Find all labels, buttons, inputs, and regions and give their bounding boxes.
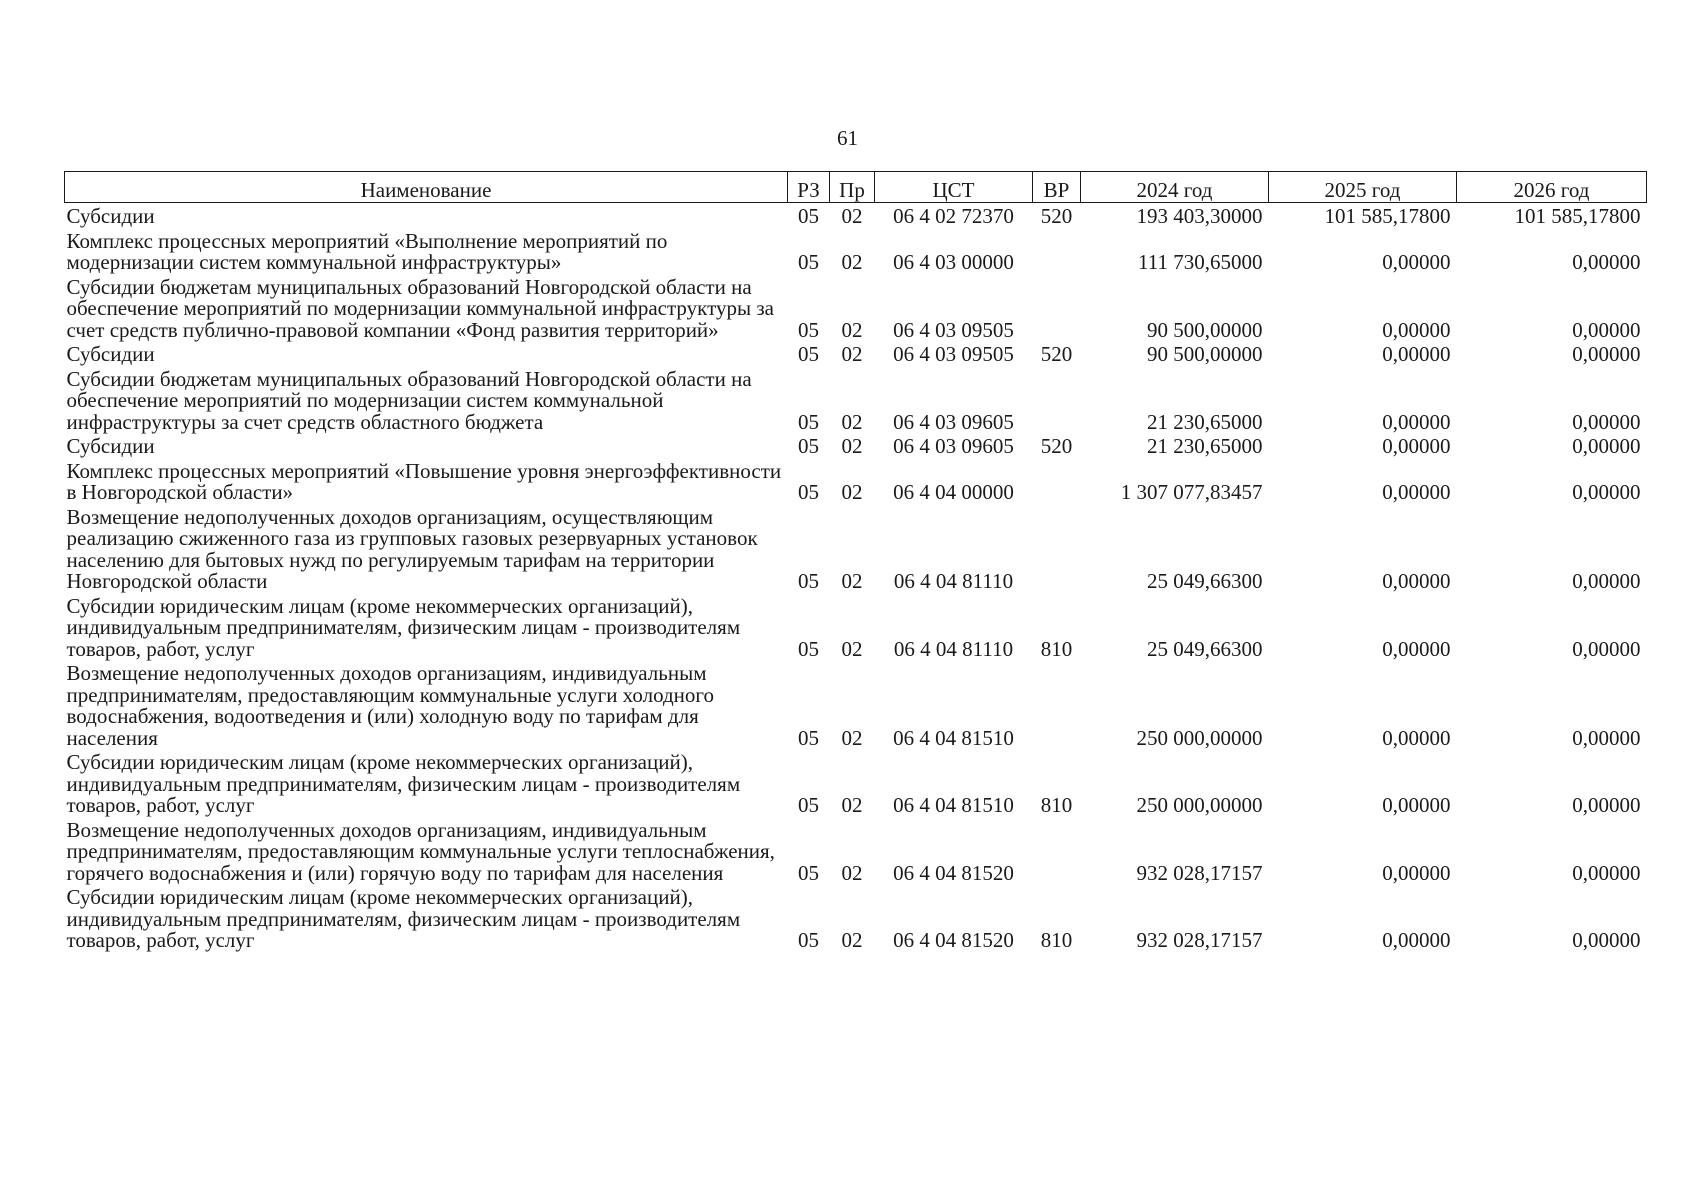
- row-2026: 0,00000: [1572, 480, 1641, 504]
- row-name: Субсидии: [66, 204, 155, 228]
- table-row: [65, 366, 1647, 434]
- row-2026: 0,00000: [1572, 928, 1641, 952]
- row-name: Субсидии юридическим лицам (кроме некоммерческих организаций), индивидуальным предпринимателям, физическим лицам - производителям товаров, работ, услуг: [66, 885, 741, 952]
- row-name: Субсидии юридическим лицам (кроме некоммерческих организаций), индивидуальным предпринимателям, физическим лицам - производителям товаров, работ, услуг: [66, 593, 741, 661]
- row-rz: 05: [798, 434, 819, 458]
- row-2026: 0,00000: [1572, 409, 1641, 434]
- row-pr: 02: [841, 434, 863, 458]
- row-name: Возмещение недополученных доходов организациям, индивидуальным предпринимателям, предоставляющим коммунальные услуги теплоснабжения, горячего водоснабжения и (или) горячую воду по тарифам для населения: [66, 817, 775, 885]
- table-row: [65, 228, 1647, 274]
- row-pr: 02: [841, 342, 863, 366]
- table-row: [65, 660, 1647, 749]
- row-rz: 05: [798, 569, 819, 593]
- row-2026: 0,00000: [1572, 860, 1641, 885]
- row-vr: [1033, 366, 1081, 434]
- row-rz: 05: [798, 793, 819, 817]
- row-cst: 06 4 04 81510: [893, 793, 1014, 817]
- row-rz: 05: [798, 725, 819, 750]
- row-2024: 932 028,17157: [1136, 928, 1263, 952]
- row-cst: 06 4 04 81110: [893, 569, 1014, 593]
- row-rz: 05: [798, 480, 819, 504]
- row-rz: 05: [798, 860, 819, 885]
- row-vr: [1033, 274, 1081, 342]
- row-2026: 0,00000: [1572, 569, 1641, 593]
- header-name: Наименование: [65, 172, 788, 203]
- row-pr: 02: [841, 204, 863, 228]
- row-vr: [1033, 228, 1081, 274]
- row-vr: 520: [1040, 204, 1073, 228]
- table-row: [65, 433, 1647, 458]
- row-2025: 0,00000: [1382, 434, 1451, 458]
- row-vr: 810: [1040, 636, 1073, 661]
- row-cst: 06 4 04 81520: [893, 928, 1014, 952]
- row-pr: 02: [841, 480, 863, 504]
- row-vr: [1033, 458, 1081, 504]
- row-2024: 111 730,65000: [1138, 250, 1263, 274]
- page-number: 61: [837, 126, 858, 150]
- table-row: [65, 341, 1647, 366]
- table-row: [65, 203, 1647, 228]
- row-cst: 06 4 03 09505: [893, 317, 1014, 342]
- row-2025: 0,00000: [1382, 725, 1451, 750]
- row-name: Субсидии юридическим лицам (кроме некоммерческих организаций), индивидуальным предпринимателям, физическим лицам - производителям товаров, работ, услуг: [66, 750, 741, 817]
- table-row: [65, 274, 1647, 342]
- row-pr: 02: [841, 725, 863, 750]
- row-name: Субсидии бюджетам муниципальных образований Новгородской области на обеспечение мероприятий по модернизации систем коммунальной инфраструктуры за счет средств областного бюджета: [66, 366, 752, 434]
- row-2025: 0,00000: [1382, 793, 1451, 817]
- row-2024: 193 403,30000: [1136, 204, 1263, 228]
- row-2026: 101 585,17800: [1514, 204, 1641, 228]
- row-name: Комплекс процессных мероприятий «Выполнение мероприятий по модернизации систем коммунальной инфраструктуры»: [66, 228, 668, 274]
- table-row: [65, 504, 1647, 593]
- row-cst: 06 4 03 09605: [893, 409, 1014, 434]
- row-2025: 0,00000: [1382, 250, 1451, 274]
- row-2024: 21 230,65000: [1147, 409, 1263, 434]
- row-2026: 0,00000: [1572, 250, 1641, 274]
- row-cst: 06 4 03 00000: [893, 250, 1014, 274]
- row-2024: 90 500,00000: [1147, 317, 1263, 342]
- row-pr: 02: [841, 636, 863, 661]
- row-cst: 06 4 04 81110: [893, 636, 1014, 661]
- row-2025: 0,00000: [1382, 317, 1451, 342]
- row-pr: 02: [841, 793, 863, 817]
- row-2025: 0,00000: [1382, 409, 1451, 434]
- row-pr: 02: [841, 250, 863, 274]
- row-vr: [1033, 817, 1081, 885]
- header-2026: 2026 год: [1457, 172, 1647, 203]
- row-name: Комплекс процессных мероприятий «Повышение уровня энергоэффективности в Новгородской области»: [66, 458, 782, 504]
- row-2025: 0,00000: [1382, 342, 1451, 366]
- row-vr: 810: [1040, 928, 1073, 952]
- table-body: [65, 203, 1647, 952]
- row-2026: 0,00000: [1572, 725, 1641, 750]
- row-2024: 90 500,00000: [1147, 342, 1263, 366]
- header-rz: РЗ: [788, 172, 830, 203]
- row-2024: 250 000,00000: [1136, 725, 1263, 750]
- row-2025: 0,00000: [1382, 860, 1451, 885]
- row-name: Субсидии бюджетам муниципальных образований Новгородской области на обеспечение мероприятий по модернизации коммунальной инфраструктуры за счет средств публично-правовой компании «Фонд развития территорий»: [66, 274, 774, 342]
- row-cst: 06 4 04 81510: [893, 725, 1014, 750]
- row-2024: 1 307 077,83457: [1120, 480, 1263, 504]
- table-row: [65, 817, 1647, 885]
- budget-table: [64, 171, 1647, 952]
- header-2025: 2025 год: [1269, 172, 1457, 203]
- row-vr: 520: [1040, 434, 1073, 458]
- header-pr: Пр: [830, 172, 875, 203]
- header-2024: 2024 год: [1081, 172, 1269, 203]
- row-cst: 06 4 03 09605: [893, 434, 1014, 458]
- row-2025: 0,00000: [1382, 480, 1451, 504]
- row-rz: 05: [798, 636, 819, 661]
- row-name: Возмещение недополученных доходов организациям, осуществляющим реализацию сжиженного газа из групповых газовых резервуарных установок населению для бытовых нужд по регулируемым тарифам на территории Новгородской области: [66, 504, 758, 593]
- table-row: [65, 458, 1647, 504]
- row-2024: 25 049,66300: [1147, 569, 1263, 593]
- row-vr: [1033, 660, 1081, 749]
- row-2024: 250 000,00000: [1136, 793, 1263, 817]
- row-pr: 02: [841, 860, 863, 885]
- row-vr: 810: [1040, 793, 1073, 817]
- row-2026: 0,00000: [1572, 434, 1641, 458]
- row-2026: 0,00000: [1572, 636, 1641, 661]
- row-rz: 05: [798, 928, 819, 952]
- row-vr: 520: [1040, 342, 1073, 366]
- row-name: Субсидии: [66, 434, 155, 458]
- row-2024: 21 230,65000: [1147, 434, 1263, 458]
- row-rz: 05: [798, 409, 819, 434]
- table-header-row: [65, 172, 1647, 203]
- row-2025: 0,00000: [1382, 928, 1451, 952]
- table-row: [65, 884, 1647, 952]
- row-pr: 02: [841, 569, 863, 593]
- row-rz: 05: [798, 342, 819, 366]
- header-cst: ЦСТ: [875, 172, 1033, 203]
- row-cst: 06 4 04 81520: [893, 860, 1014, 885]
- row-2024: 25 049,66300: [1147, 636, 1263, 661]
- row-name: Субсидии: [66, 342, 155, 366]
- table-row: [65, 593, 1647, 661]
- header-vr: ВР: [1033, 172, 1081, 203]
- row-name: Возмещение недополученных доходов организациям, индивидуальным предпринимателям, предоставляющим коммунальные услуги холодного водоснабжения, водоотведения и (или) холодную воду по тарифам для населения: [66, 661, 714, 750]
- row-pr: 02: [841, 928, 863, 952]
- row-2025: 0,00000: [1382, 636, 1451, 661]
- row-rz: 05: [798, 250, 819, 274]
- row-cst: 06 4 04 00000: [893, 480, 1014, 504]
- row-2026: 0,00000: [1572, 317, 1641, 342]
- row-2025: 101 585,17800: [1324, 204, 1451, 228]
- row-rz: 05: [798, 317, 819, 342]
- row-vr: [1033, 504, 1081, 593]
- row-2026: 0,00000: [1572, 793, 1641, 817]
- row-2025: 0,00000: [1382, 569, 1451, 593]
- table-row: [65, 749, 1647, 817]
- row-pr: 02: [841, 409, 863, 434]
- row-2024: 932 028,17157: [1136, 860, 1263, 885]
- row-2026: 0,00000: [1572, 342, 1641, 366]
- row-cst: 06 4 02 72370: [893, 204, 1014, 228]
- row-rz: 05: [798, 204, 819, 228]
- row-pr: 02: [841, 317, 863, 342]
- row-cst: 06 4 03 09505: [893, 342, 1014, 366]
